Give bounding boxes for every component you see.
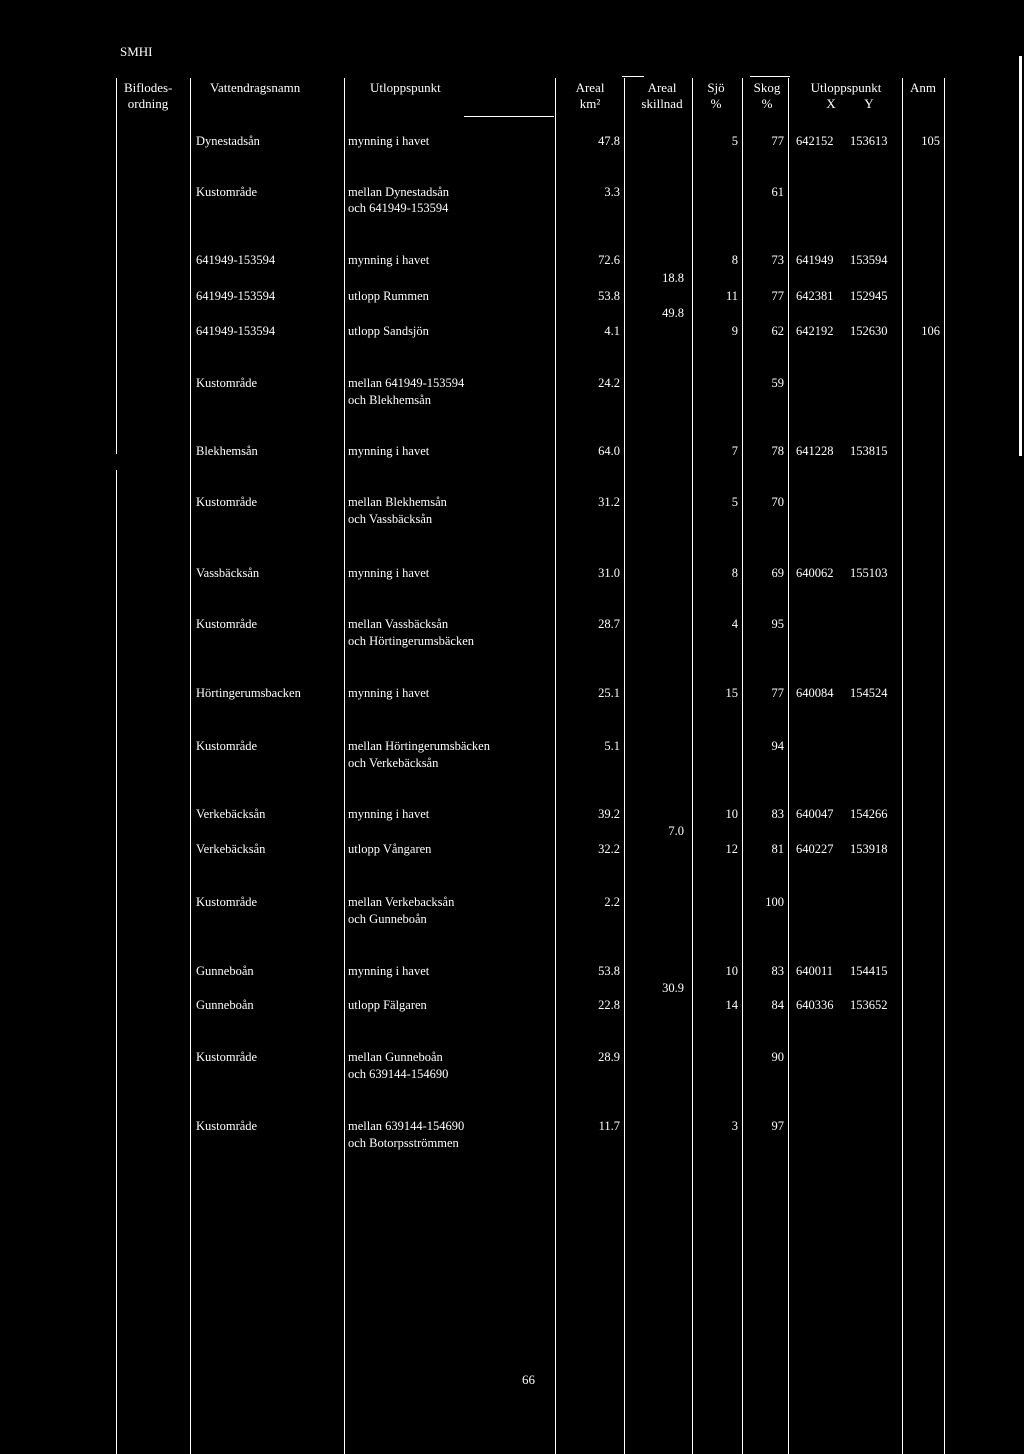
row-name: Dynestadsån	[196, 134, 260, 148]
row-lake: 8	[731, 566, 738, 580]
row-x: 641228	[796, 444, 834, 458]
row-forest: 100	[765, 895, 784, 909]
row-name: Kustområde	[196, 495, 258, 509]
row-outlet: mellan 641949-153594	[348, 376, 465, 390]
row-area: 31.2	[598, 495, 620, 509]
row-forest: 77	[771, 289, 784, 303]
row-area: 72.6	[598, 253, 620, 267]
row-lake: 7	[731, 444, 738, 458]
row-area: 47.8	[598, 134, 620, 148]
row-forest: 73	[771, 253, 784, 267]
row-outlet: mellan Dynestadsån	[348, 185, 450, 199]
row-name: 641949-153594	[196, 324, 276, 338]
row-y: 154266	[850, 807, 888, 821]
row-area: 28.7	[598, 617, 620, 631]
row-name: Kustområde	[196, 895, 258, 909]
row-outlet-2: och Verkebäcksån	[348, 756, 439, 770]
row-name: Vassbäcksån	[196, 566, 260, 580]
area-difference: 18.8	[662, 271, 684, 285]
row-area: 53.8	[598, 964, 620, 978]
header-note: Anm	[910, 80, 936, 95]
column-rule	[902, 78, 903, 1454]
row-y: 153594	[850, 253, 888, 267]
row-forest: 59	[771, 376, 784, 390]
row-note: 105	[921, 134, 940, 148]
row-lake: 8	[731, 253, 738, 267]
column-rule	[116, 470, 117, 1454]
column-rule	[344, 78, 345, 1454]
header-area-diff: Areal skillnad	[641, 80, 683, 111]
row-name: Kustområde	[196, 185, 258, 199]
row-outlet: mellan Hörtingerumsbäcken	[348, 739, 490, 753]
row-outlet: utlopp Vångaren	[348, 842, 432, 856]
row-name: 641949-153594	[196, 289, 276, 303]
row-area: 24.2	[598, 376, 620, 390]
row-name: Kustområde	[196, 617, 258, 631]
row-y: 155103	[850, 566, 888, 580]
row-x: 640011	[796, 964, 834, 978]
row-area: 2.2	[604, 895, 620, 909]
header-bifl: Biflodes- ordning	[124, 80, 173, 111]
row-y: 154524	[850, 686, 888, 700]
row-outlet: mynning i havet	[348, 964, 430, 978]
row-forest: 95	[771, 617, 784, 631]
row-lake: 5	[731, 495, 738, 509]
row-x: 640227	[796, 842, 834, 856]
row-outlet: mellan 639144-154690	[348, 1119, 465, 1133]
row-outlet: mynning i havet	[348, 566, 430, 580]
row-name: 641949-153594	[196, 253, 276, 267]
row-outlet: mellan Vassbäcksån	[348, 617, 449, 631]
row-outlet: mellan Blekhemsån	[348, 495, 447, 509]
row-area: 25.1	[598, 686, 620, 700]
row-lake: 14	[725, 998, 738, 1012]
row-lake: 4	[731, 617, 738, 631]
row-lake: 15	[725, 686, 738, 700]
row-forest: 61	[771, 185, 784, 199]
row-outlet: utlopp Fälgaren	[348, 998, 427, 1012]
row-forest: 78	[771, 444, 784, 458]
row-name: Gunneboån	[196, 964, 254, 978]
row-x: 642152	[796, 134, 834, 148]
header-name: Vattendragsnamn	[210, 80, 301, 95]
row-outlet-2: och Vassbäcksån	[348, 512, 433, 526]
row-forest: 77	[771, 686, 784, 700]
column-rule	[742, 78, 743, 1454]
page-edge-bar	[1019, 56, 1022, 456]
column-rule	[692, 78, 693, 1454]
row-forest: 62	[771, 324, 784, 338]
row-x: 640084	[796, 686, 834, 700]
row-forest: 97	[771, 1119, 784, 1133]
row-area: 4.1	[604, 324, 620, 338]
row-lake: 10	[725, 964, 738, 978]
column-rule	[555, 78, 556, 1454]
row-area: 22.8	[598, 998, 620, 1012]
row-y: 152945	[850, 289, 888, 303]
row-x: 641949	[796, 253, 834, 267]
row-area: 39.2	[598, 807, 620, 821]
row-area: 53.8	[598, 289, 620, 303]
page-number: 66	[522, 1372, 535, 1387]
row-x: 640062	[796, 566, 834, 580]
area-difference: 49.8	[662, 306, 684, 320]
area-difference: 7.0	[668, 824, 684, 838]
row-lake: 11	[725, 289, 738, 303]
row-forest: 84	[771, 998, 784, 1012]
row-area: 3.3	[604, 185, 620, 199]
row-area: 32.2	[598, 842, 620, 856]
row-area: 28.9	[598, 1050, 620, 1064]
row-outlet-2: och 639144-154690	[348, 1067, 449, 1081]
row-x: 640336	[796, 998, 834, 1012]
row-outlet-2: och Botorpsströmmen	[348, 1136, 459, 1150]
row-name: Kustområde	[196, 376, 258, 390]
row-lake: 12	[725, 842, 738, 856]
header-topline	[750, 76, 790, 77]
column-rule	[190, 78, 191, 1454]
row-outlet: utlopp Rummen	[348, 289, 429, 303]
row-x: 642381	[796, 289, 834, 303]
row-lake: 3	[731, 1119, 738, 1133]
row-outlet: mellan Gunneboån	[348, 1050, 443, 1064]
header-label: SMHI	[120, 44, 153, 59]
row-forest: 90	[771, 1050, 784, 1064]
row-forest: 77	[771, 134, 784, 148]
header-topline	[622, 76, 644, 77]
row-outlet: mellan Verkebacksån	[348, 895, 455, 909]
row-y: 153918	[850, 842, 888, 856]
row-outlet: mynning i havet	[348, 253, 430, 267]
row-area: 11.7	[598, 1119, 620, 1133]
area-difference: 30.9	[662, 981, 684, 995]
row-name: Verkebäcksån	[196, 842, 266, 856]
row-y: 152630	[850, 324, 888, 338]
column-rule	[788, 78, 789, 1454]
row-area: 5.1	[604, 739, 620, 753]
row-name: Kustområde	[196, 1050, 258, 1064]
header-forest: Skog %	[753, 80, 781, 111]
row-forest: 69	[771, 566, 784, 580]
row-x: 642192	[796, 324, 834, 338]
row-forest: 83	[771, 964, 784, 978]
row-name: Kustområde	[196, 1119, 258, 1133]
row-outlet: mynning i havet	[348, 134, 430, 148]
row-name: Blekhemsån	[196, 444, 258, 458]
row-note: 106	[921, 324, 940, 338]
row-forest: 94	[771, 739, 784, 753]
row-outlet: mynning i havet	[348, 807, 430, 821]
row-outlet-2: och 641949-153594	[348, 201, 449, 215]
row-area: 31.0	[598, 566, 620, 580]
header-underline	[464, 116, 554, 117]
row-y: 153652	[850, 998, 888, 1012]
column-rule	[116, 78, 117, 454]
row-lake: 5	[731, 134, 738, 148]
row-area: 64.0	[598, 444, 620, 458]
header-coord: Utloppspunkt X Y	[810, 80, 882, 111]
row-name: Kustområde	[196, 739, 258, 753]
row-name: Hörtingerumsbacken	[196, 686, 301, 700]
row-forest: 81	[771, 842, 784, 856]
header-area: Areal km²	[575, 80, 605, 111]
row-outlet: utlopp Sandsjön	[348, 324, 429, 338]
row-outlet: mynning i havet	[348, 444, 430, 458]
row-y: 153815	[850, 444, 888, 458]
column-rule	[624, 78, 625, 1454]
row-outlet-2: och Gunneboån	[348, 912, 427, 926]
row-y: 154415	[850, 964, 888, 978]
row-outlet-2: och Blekhemsån	[348, 393, 431, 407]
row-x: 640047	[796, 807, 834, 821]
row-y: 153613	[850, 134, 888, 148]
row-lake: 10	[725, 807, 738, 821]
header-outlet: Utloppspunkt	[370, 80, 441, 95]
row-name: Gunneboån	[196, 998, 254, 1012]
row-forest: 70	[771, 495, 784, 509]
column-rule	[944, 78, 945, 1454]
header-lake: Sjö %	[707, 80, 725, 111]
row-outlet-2: och Hörtingerumsbäcken	[348, 634, 475, 648]
row-lake: 9	[731, 324, 738, 338]
row-forest: 83	[771, 807, 784, 821]
row-outlet: mynning i havet	[348, 686, 430, 700]
row-name: Verkebäcksån	[196, 807, 266, 821]
